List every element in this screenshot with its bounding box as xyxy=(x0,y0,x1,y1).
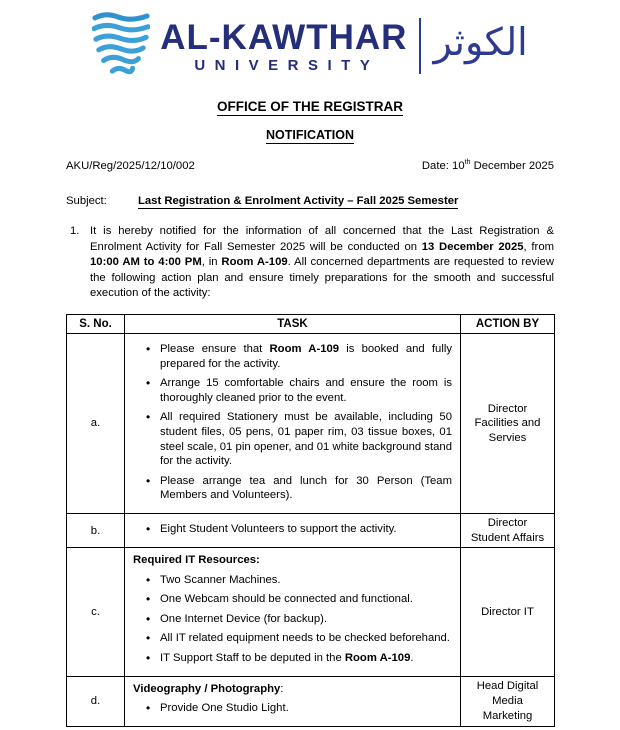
notice-paragraph xyxy=(66,224,554,302)
task-cell xyxy=(125,513,461,547)
sno-cell: a. xyxy=(67,333,125,513)
bullet-icon: • xyxy=(146,341,151,356)
bullet-icon: • xyxy=(146,521,151,536)
action-cell: Head Digital Media Marketing xyxy=(461,676,555,726)
table-header-row xyxy=(67,314,555,333)
notification-heading: NOTIFICATION xyxy=(266,128,354,142)
action-cell: Director IT xyxy=(461,548,555,677)
subject-label: Subject: xyxy=(66,195,107,207)
university-subname: UNIVERSITY xyxy=(194,56,380,74)
task-bullet xyxy=(133,651,452,666)
task-cell xyxy=(125,676,461,726)
bullet-icon: • xyxy=(146,631,151,646)
waves-shield-icon xyxy=(92,10,150,82)
office-heading-row xyxy=(66,99,554,116)
header-sno: S. No. xyxy=(67,314,125,333)
bullet-icon: • xyxy=(146,651,151,666)
paragraph-number: 1. xyxy=(70,225,80,237)
bullet-text: Two Scanner Machines. xyxy=(160,573,281,586)
bullet-text: Eight Student Volunteers to support the activity. xyxy=(160,522,397,535)
meta-row xyxy=(66,160,554,172)
table-row xyxy=(67,513,555,547)
date-day: 10 xyxy=(452,160,465,172)
sno-cell: d. xyxy=(67,676,125,726)
task-heading: Videography / Photography: xyxy=(133,682,284,695)
header-action-by: ACTION BY xyxy=(461,314,555,333)
sno-cell: c. xyxy=(67,548,125,677)
bullet-icon: • xyxy=(146,592,151,607)
task-bullet xyxy=(133,573,452,588)
notification-heading-row xyxy=(66,128,554,144)
bullet-icon: • xyxy=(146,701,151,716)
tasks-table-body xyxy=(67,333,555,726)
office-heading: OFFICE OF THE REGISTRAR xyxy=(216,99,403,114)
task-bullet xyxy=(133,474,452,503)
bullet-text: One Webcam should be connected and functional. xyxy=(160,593,413,606)
action-plan-table xyxy=(66,314,555,727)
bullet-text: All IT related equipment needs to be checked beforehand. xyxy=(160,632,450,645)
university-logo xyxy=(66,8,554,84)
action-cell: Director Student Affairs xyxy=(461,513,555,547)
table-row xyxy=(67,333,555,513)
date-label: Date: xyxy=(421,160,449,172)
subject-text: Last Registration & Enrolment Activity – Fall 2025 Semester xyxy=(138,195,459,207)
task-heading: Required IT Resources: xyxy=(133,554,260,567)
bullet-icon: • xyxy=(146,473,151,488)
notice-text: It is hereby notified for the information of all concerned that the Last Registration & Enrolment Activity for Fall Semester 2025 will be conducted on 13 December 2025, from 10:00 AM to 4:00 PM, in Room A-109. All concerned departments are requested to review the following action plan and ensure timely preparations for the smooth and successful execution of the activity: xyxy=(90,225,555,300)
date-month-year: December 2025 xyxy=(470,160,554,172)
task-bullet xyxy=(133,701,452,716)
table-row xyxy=(67,676,555,726)
date xyxy=(422,160,554,172)
task-bullet xyxy=(133,376,452,405)
bullet-text: IT Support Staff to be deputed in the Room A-109. xyxy=(160,652,414,665)
university-name: AL-KAWTHAR xyxy=(160,17,408,57)
bullet-text: Please ensure that Room A-109 is booked and fully prepared for the activity. xyxy=(160,342,452,370)
task-bullet xyxy=(133,612,452,627)
header-task: TASK xyxy=(125,314,461,333)
task-cell xyxy=(125,548,461,677)
bullet-text: Provide One Studio Light. xyxy=(160,702,289,715)
task-bullet xyxy=(133,410,452,468)
task-cell xyxy=(125,333,461,513)
date-ordinal: th xyxy=(464,159,471,167)
sno-cell: b. xyxy=(67,513,125,547)
task-bullet xyxy=(133,592,452,607)
action-cell: Director Facilities and Servies xyxy=(461,333,555,513)
table-row xyxy=(67,548,555,677)
bullet-icon: • xyxy=(146,572,151,587)
university-wordmark xyxy=(160,17,408,74)
bullet-icon: • xyxy=(146,410,151,425)
logo-divider xyxy=(419,18,421,74)
task-bullet xyxy=(133,342,452,371)
bullet-text: All required Stationery must be available, including 50 student files, 05 pens, 01 paper rim, 03 tissue boxes, 01 steel scale, 01 pin opener, and 01 white background stand for the activity. xyxy=(160,411,452,468)
bullet-text: Please arrange tea and lunch for 30 Person (Team Members and Volunteers). xyxy=(160,474,452,502)
task-bullet xyxy=(133,522,452,537)
university-name-arabic: الكوثر xyxy=(433,20,528,64)
bullet-icon: • xyxy=(146,376,151,391)
bullet-text: Arrange 15 comfortable chairs and ensure the room is thoroughly cleaned prior to the event. xyxy=(160,377,452,404)
reference-number: AKU/Reg/2025/12/10/002 xyxy=(66,160,195,172)
subject-row xyxy=(66,195,554,209)
bullet-icon: • xyxy=(146,611,151,626)
task-bullet xyxy=(133,631,452,646)
bullet-text: One Internet Device (for backup). xyxy=(160,612,328,625)
